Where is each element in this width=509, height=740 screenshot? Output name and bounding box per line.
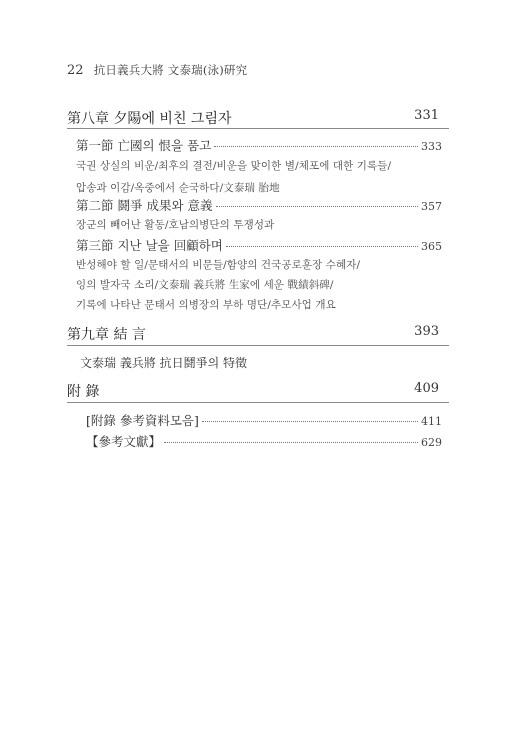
chapter-9-heading [67, 324, 439, 344]
section-3-title: 第三節 지난 날을 回顧하며 [76, 238, 223, 253]
section-2-page: 357 [421, 200, 442, 213]
chapter-9-rule [67, 345, 449, 346]
chapter-9-title: 第九章 結 言 [67, 327, 146, 343]
chapter-8-heading [67, 108, 439, 128]
section-3-subtopics-line-3: 기록에 나타난 문태서 의병장의 부하 명단/추모사업 개요 [76, 299, 336, 311]
appendix-item-2-page: 629 [421, 436, 442, 449]
section-2-title: 第二節 鬪爭 成果와 意義 [76, 198, 213, 213]
section-1-page: 333 [421, 140, 442, 153]
toc-entry-section-3 [76, 236, 442, 254]
section-2-subtopics-line-1: 장군의 빼어난 활동/호남의병단의 투쟁성과 [76, 219, 275, 231]
appendix-title: 附 錄 [67, 384, 100, 400]
toc-entry-appendix-1 [86, 411, 442, 429]
running-header [67, 62, 247, 78]
dot-leader [216, 206, 419, 207]
toc-entry-appendix-2 [86, 432, 442, 450]
chapter-9-page: 393 [414, 324, 439, 339]
section-1-subtopics-line-2: 압송과 이감/옥중에서 순국하다/文泰瑞 胎地 [76, 182, 280, 194]
dot-leader [214, 146, 418, 147]
section-1-subtopics-line-1: 국권 상실의 비운/최후의 결전/비운을 맞이한 별/체포에 대한 기록들/ [76, 160, 392, 172]
book-title: 抗日義兵大將 文泰瑞(泳)硏究 [93, 63, 248, 77]
section-1-title: 第一節 亡國의 恨을 품고 [76, 138, 212, 153]
page-number: 22 [67, 63, 84, 78]
chapter-8-title: 第八章 夕陽에 비친 그림자 [67, 111, 232, 127]
appendix-item-2-title: 【參考文獻】 [86, 434, 162, 449]
dot-leader [164, 442, 418, 443]
appendix-item-1-title: [附錄 參考資料모음] [86, 413, 199, 428]
toc-entry-section-1 [76, 136, 442, 154]
chapter-8-rule [67, 128, 449, 129]
appendix-heading [67, 381, 439, 401]
dot-leader [202, 421, 418, 422]
section-3-page: 365 [421, 240, 442, 253]
dot-leader [226, 246, 418, 247]
appendix-rule [67, 402, 449, 403]
toc-entry-section-2 [76, 196, 442, 214]
section-3-subtopics-line-2: 잉의 발자국 소리/文泰瑞 義兵將 生家에 세운 戰績斜碑/ [76, 279, 334, 291]
chapter-8-page: 331 [414, 108, 439, 123]
section-3-subtopics-line-1: 반성해야 할 일/문태서의 비문들/함양의 건국공로훈장 수혜자/ [76, 259, 361, 271]
appendix-page: 409 [414, 381, 439, 396]
chapter-9-subtopic: 文泰瑞 義兵將 抗日鬪爭의 特徵 [80, 356, 248, 370]
appendix-item-1-page: 411 [421, 415, 442, 428]
